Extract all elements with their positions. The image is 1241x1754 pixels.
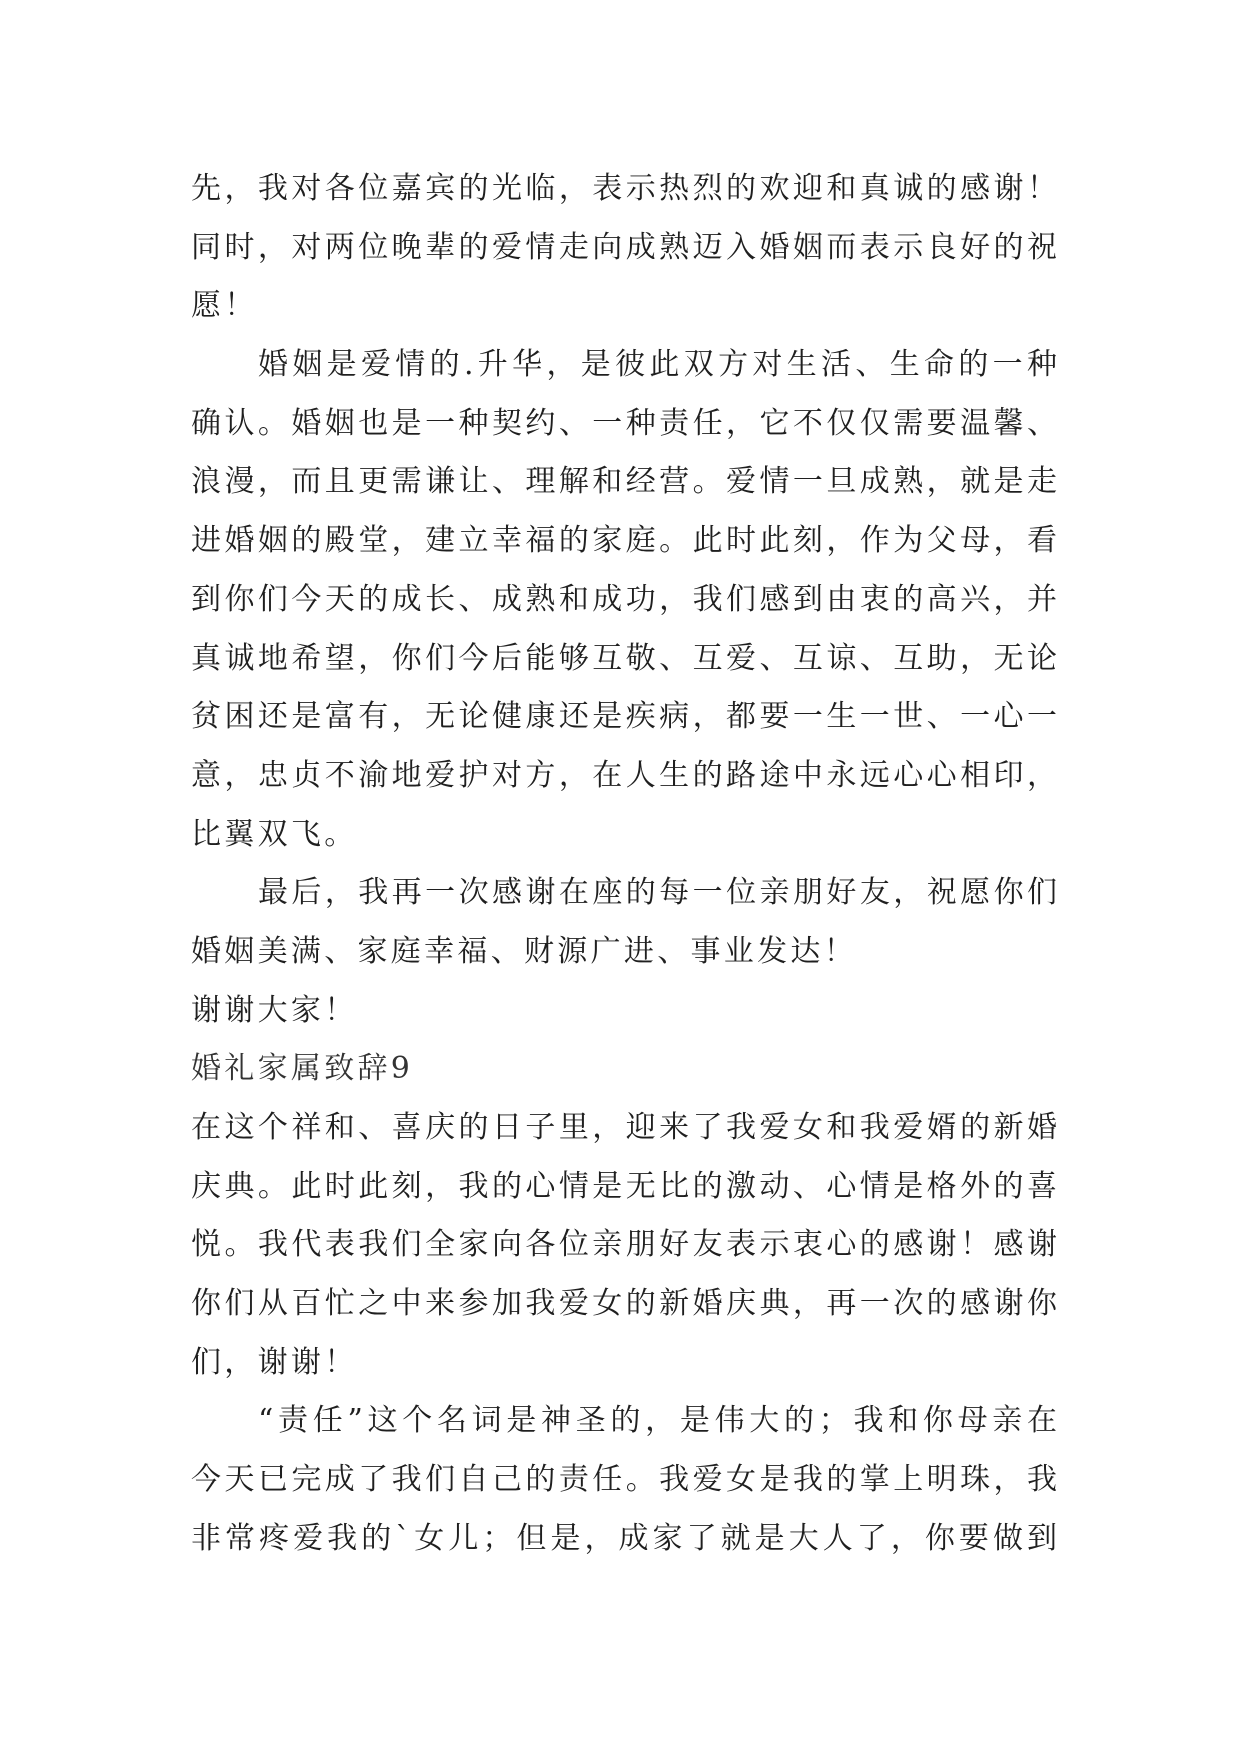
text-line: 确认。婚姻也是一种契约、一种责任，它不仅仅需要温馨、	[191, 405, 1057, 441]
text-line: 在这个祥和、喜庆的日子里，迎来了我爱女和我爱婿的新婚	[191, 1110, 1057, 1145]
paragraph	[191, 1392, 1057, 1568]
document-body	[191, 160, 1057, 1569]
text-line: 意，忠贞不渝地爱护对方，在人生的路途中永远心心相印，	[191, 757, 1057, 793]
text-line: 最后，我再一次感谢在座的每一位亲朋好友，祝愿你们	[258, 875, 1057, 911]
text-line: 谢谢大家！	[191, 992, 358, 1028]
paragraph	[191, 336, 1057, 864]
text-line: 婚姻美满、家庭幸福、财源广进、事业发达！	[191, 933, 857, 969]
text-line: 悦。我代表我们全家向各位亲朋好友表示衷心的感谢！感谢	[191, 1227, 1057, 1263]
text-line: 浪漫，而且更需谦让、理解和经营。爱情一旦成熟，就是走	[191, 464, 1057, 500]
text-line: 同时，对两位晚辈的爱情走向成熟迈入婚姻而表示良好的祝	[191, 229, 1057, 265]
text-line: 婚姻是爱情的.升华，是彼此双方对生活、生命的一种	[258, 347, 1057, 383]
text-line: 庆典。此时此刻，我的心情是无比的激动、心情是格外的喜	[191, 1168, 1057, 1204]
paragraph	[191, 160, 1057, 336]
text-line: 愿！	[191, 288, 258, 324]
paragraph	[191, 982, 1057, 1041]
text-line: 们，谢谢！	[191, 1344, 358, 1380]
text-line: 你们从百忙之中来参加我爱女的新婚庆典，再一次的感谢你	[191, 1286, 1057, 1322]
text-line: “责任”这个名词是神圣的，是伟大的；我和你母亲在	[258, 1403, 1057, 1439]
paragraph	[191, 864, 1057, 981]
paragraph	[191, 1099, 1057, 1392]
text-line: 贫困还是富有，无论健康还是疾病，都要一生一世、一心一	[191, 699, 1057, 735]
text-line: 非常疼爱我的`女儿；但是，成家了就是大人了，你要做到	[191, 1520, 1057, 1556]
text-line: 先，我对各位嘉宾的光临，表示热烈的欢迎和真诚的感谢！	[191, 171, 1057, 206]
text-line: 今天已完成了我们自己的责任。我爱女是我的掌上明珠，我	[191, 1462, 1057, 1498]
text-line: 比翼双飞。	[191, 816, 358, 852]
text-line: 真诚地希望，你们今后能够互敬、互爱、互谅、互助，无论	[191, 640, 1057, 676]
text-line: 进婚姻的殿堂，建立幸福的家庭。此时此刻，作为父母，看	[191, 523, 1057, 559]
text-line: 到你们今天的成长、成熟和成功，我们感到由衷的高兴，并	[191, 581, 1057, 617]
section-heading: 婚礼家属致辞9	[191, 1051, 414, 1087]
